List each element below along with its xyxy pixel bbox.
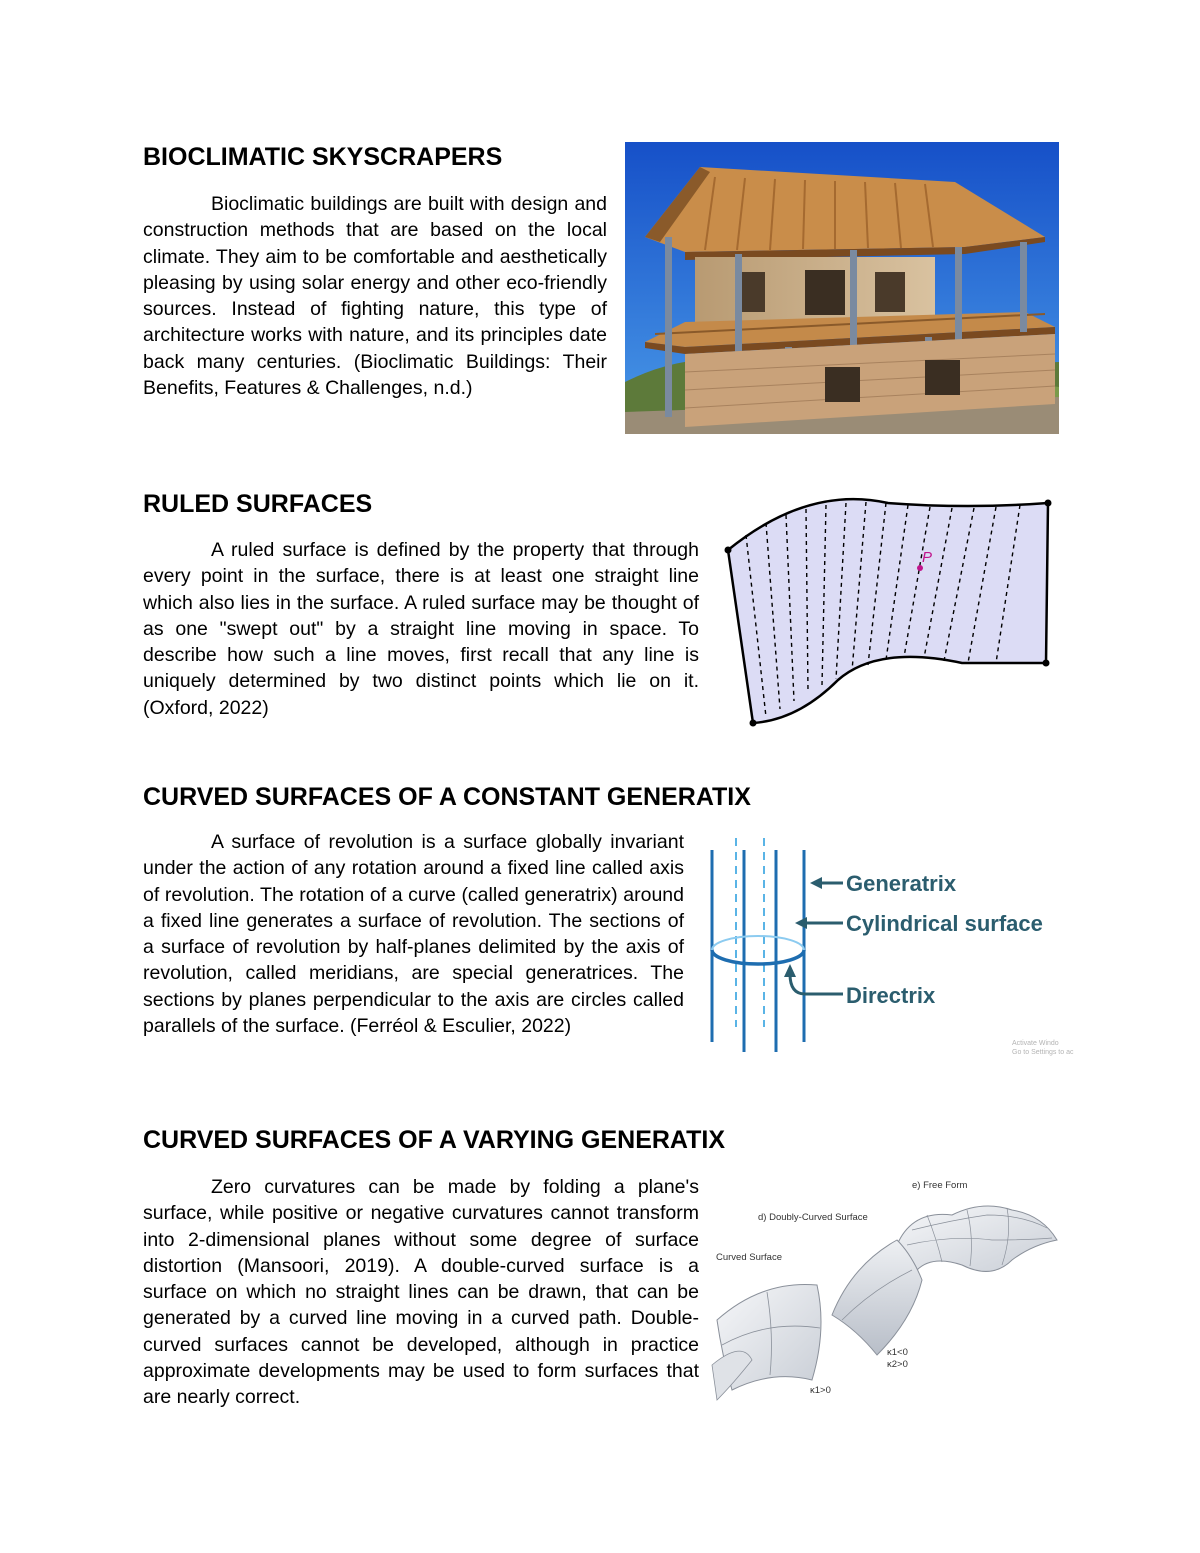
- label-directrix: Directrix: [846, 983, 936, 1008]
- label-k2-positive: κ2>0: [887, 1359, 908, 1370]
- heading-ruled-surfaces: RULED SURFACES: [143, 490, 373, 518]
- watermark-line-2: Go to Settings to ac: [1012, 1049, 1074, 1056]
- heading-bioclimatic: BIOCLIMATIC SKYSCRAPERS: [143, 143, 503, 171]
- paragraph-constant-generatix: A surface of revolution is a surface globally invariant under the action of any rotation around a fixed line called axis of revolution. The rotation of a curve (called generatrix) around a fixed line generates a surface of revolution. The sections of a surface of revolution by half-planes delimited by the axis of revolution, called meridians, are special generatrices. The sections by planes perpendicular to the axis are circles called parallels of the surface. (Ferréol & Esculier, 2022): [143, 831, 684, 1038]
- surface-types-diagram: [712, 1170, 1067, 1405]
- label-generatrix: Generatrix: [846, 871, 957, 896]
- label-k1-positive: κ1>0: [810, 1385, 831, 1396]
- cylinder-diagram: [700, 832, 1074, 1062]
- label-cylindrical-surface: Cylindrical surface: [846, 911, 1043, 936]
- label-k1-negative: κ1<0: [887, 1347, 908, 1358]
- paragraph-ruled-surfaces: A ruled surface is defined by the property that through every point in the surface, there is at least one straight line which also lies in the surface. A ruled surface may be thought of as one "swept out" by a straight line moving in space. To describe how such a line moves, first recall that any line is uniquely determined by two distinct points which lie on it. (Oxford, 2022): [143, 539, 699, 719]
- ruled-surface-diagram: [718, 495, 1058, 730]
- watermark-line-1: Activate Windo: [1012, 1040, 1059, 1047]
- heading-constant-generatix: CURVED SURFACES OF A CONSTANT GENERATIX: [143, 783, 751, 811]
- house-photo: [625, 142, 1059, 434]
- paragraph-bioclimatic: Bioclimatic buildings are built with design and construction methods that are based on the local climate. They aim to be comfortable and aesthetically pleasing by using solar energy and other eco-friendly sources. Instead of fighting nature, this type of architecture works with nature, and its principles date back many centuries. (Bioclimatic Buildings: Their Benefits, Features & Challenges, n.d.): [143, 193, 607, 400]
- point-p-label: P: [922, 549, 933, 566]
- label-free-form: e) Free Form: [912, 1180, 968, 1191]
- label-curved-surface: Curved Surface: [716, 1252, 783, 1263]
- heading-varying-generatix: CURVED SURFACES OF A VARYING GENERATIX: [143, 1126, 726, 1154]
- label-doubly-curved: d) Doubly-Curved Surface: [758, 1212, 868, 1223]
- paragraph-varying-generatix: Zero curvatures can be made by folding a plane's surface, while positive or negative curvatures cannot transform into 2-dimensional planes without some degree of surface distortion (Mansoori, 2019). A double-curved surface is a surface on which no straight lines can be drawn, that can be generated by a curved line moving in a curved path. Double-curved surfaces cannot be developed, although in practice approximate developments may be used to form surfaces that are nearly correct.: [143, 1176, 699, 1409]
